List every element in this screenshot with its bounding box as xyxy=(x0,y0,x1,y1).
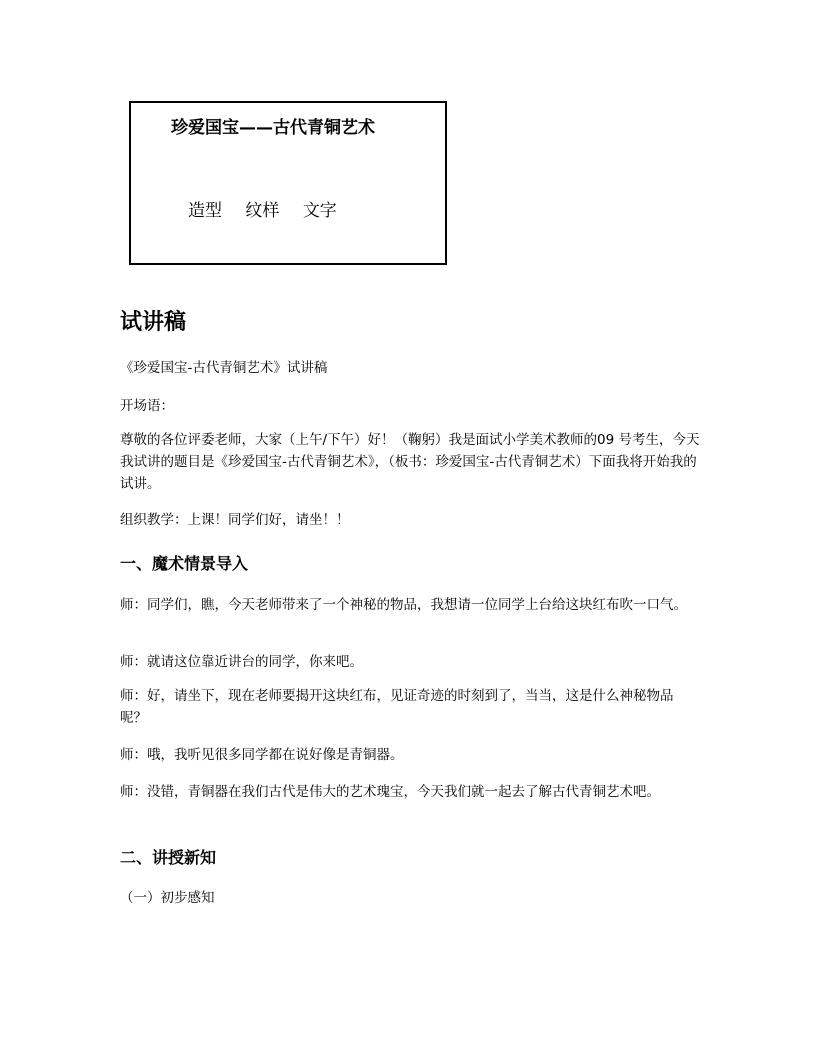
document-subtitle: 《珍爱国宝-古代青铜艺术》试讲稿 xyxy=(120,360,328,376)
page-title: 试讲稿 xyxy=(120,310,187,335)
section1-paragraph-4: 师：哦，我听见很多同学都在说好像是青铜器。 xyxy=(120,747,404,763)
opening-label: 开场语： xyxy=(120,398,174,414)
board-keyword-pattern: 纹样 xyxy=(245,201,280,221)
section2-subheading: （一）初步感知 xyxy=(120,890,215,906)
board-title: 珍爱国宝——古代青铜艺术 xyxy=(171,118,375,138)
board-keyword-text: 文字 xyxy=(302,201,337,221)
board-keywords xyxy=(188,196,355,221)
opening-paragraph: 尊敬的各位评委老师，大家（上午/下午）好！（鞠躬）我是面试小学美术教师的09 号考生，今天我试讲的题目是《珍爱国宝-古代青铜艺术》，（板书：珍爱国宝-古代青铜艺术）下面我将开始我的试讲。 xyxy=(120,432,700,492)
section1-paragraph-1: 师：同学们，瞧，今天老师带来了一个神秘的物品，我想请一位同学上台给这块红布吹一口气。 xyxy=(120,597,687,613)
section1-paragraph-2: 师：就请这位靠近讲台的同学，你来吧。 xyxy=(120,654,363,670)
section1-paragraph-5: 师：没错，青铜器在我们古代是伟大的艺术瑰宝，今天我们就一起去了解古代青铜艺术吧。 xyxy=(120,784,660,800)
blackboard-frame xyxy=(129,101,447,265)
section2-heading: 二、讲授新知 xyxy=(120,848,217,867)
section1-heading: 一、魔术情景导入 xyxy=(120,554,249,573)
section1-paragraph-3: 师：好，请坐下，现在老师要揭开这块红布，见证奇迹的时刻到了，当当，这是什么神秘物品呢？ xyxy=(120,688,674,726)
organize-paragraph: 组织教学：上课！同学们好，请坐！！ xyxy=(120,512,350,528)
board-keyword-shape: 造型 xyxy=(188,201,222,221)
